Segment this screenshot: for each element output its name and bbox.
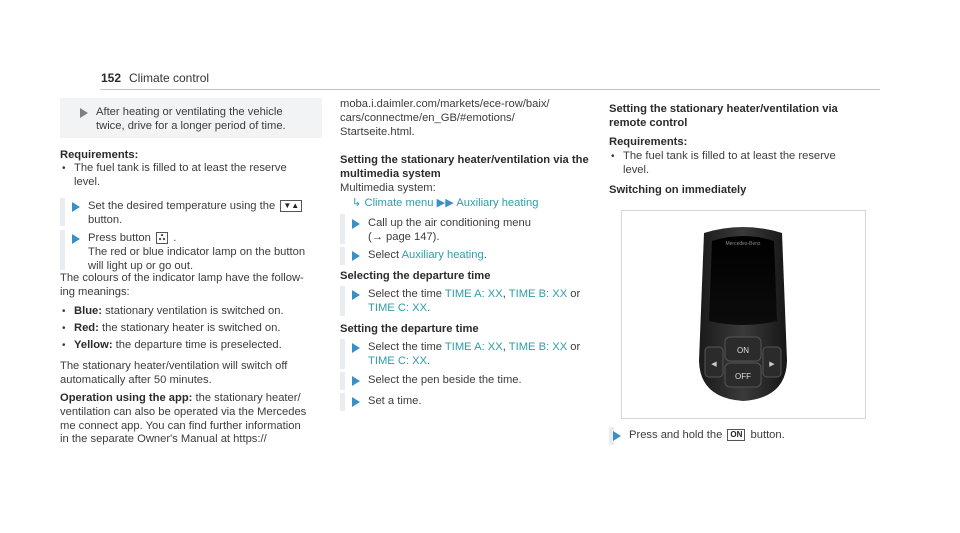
select-time-prefix: Select the time	[368, 288, 442, 300]
blue-text: stationary ventilation is switched on.	[105, 305, 284, 317]
app-line-4: in the separate Owner's Manual at https://	[60, 433, 267, 446]
note-line-2: twice, drive for a longer period of time.	[96, 119, 286, 132]
step-marker	[340, 372, 345, 390]
blue-label: Blue:	[74, 305, 102, 317]
remote-heading	[609, 103, 838, 131]
remote-screen	[709, 236, 777, 325]
remote-requirement	[623, 150, 836, 178]
url-line-1: moba.i.daimler.com/markets/ece-row/baix/	[340, 98, 550, 110]
auto-line-2: automatically after 50 minutes.	[60, 373, 212, 386]
red-label: Red:	[74, 322, 99, 334]
time-b-option[interactable]: TIME B: XX	[508, 288, 568, 300]
app-paragraph	[60, 392, 306, 447]
bullet-icon: •	[62, 323, 66, 334]
multimedia-heading-1: Setting the stationary heater/ventilation via the	[340, 154, 589, 166]
app-line-2: ventilation can also be operated via the Mercedes	[60, 405, 307, 418]
red-text: the stationary heater is switched on.	[101, 322, 281, 334]
note-arrow-icon	[80, 108, 88, 118]
switch-on-heading: Switching on immediately	[609, 184, 747, 196]
remote-req-line-2: level.	[623, 163, 650, 176]
step-arrow-icon	[352, 290, 360, 300]
red-meaning	[74, 322, 280, 336]
step-arrow-icon	[352, 397, 360, 407]
step-arrow-icon	[352, 251, 360, 261]
bullet-icon: •	[611, 151, 615, 162]
requirement-text-1: The fuel tank is filled to at least the reserve	[74, 162, 287, 174]
pen-line: Select the pen beside the time.	[368, 374, 522, 386]
menu-path	[352, 197, 538, 211]
bullet-icon: •	[62, 163, 66, 174]
temperature-button-icon: ▼▲	[280, 200, 302, 212]
step-arrow-icon	[72, 202, 80, 212]
yellow-text: the departure time is preselected.	[115, 339, 282, 351]
remote-heading-1: Setting the stationary heater/ventilation via	[609, 103, 838, 115]
remote-req-line-1: The fuel tank is filled to at least the reserve	[623, 150, 836, 162]
heater-button-icon: ஃ	[156, 232, 168, 244]
yellow-meaning	[74, 339, 282, 353]
menu-auxiliary-heating[interactable]: Auxiliary heating	[456, 197, 539, 209]
time-a-option[interactable]: TIME A: XX	[444, 288, 503, 300]
colours-paragraph	[60, 272, 304, 300]
step2-text-2: The red or blue indicator lamp on the button	[88, 245, 306, 258]
select-suffix: .	[483, 249, 487, 261]
blue-meaning	[74, 305, 284, 319]
departure-heading-1: Selecting the departure time	[340, 270, 491, 282]
departure-heading-2: Setting the departure time	[340, 323, 479, 335]
step-marker	[340, 339, 345, 369]
url-line-2: cars/connectme/en_GB/#emotions/	[340, 111, 515, 124]
multimedia-heading-2: multimedia system	[340, 167, 441, 180]
auto-off-paragraph	[60, 360, 287, 388]
remote-off-label: OFF	[735, 372, 751, 381]
app-line-1: the stationary heater/	[195, 392, 301, 404]
step-arrow-icon	[613, 431, 621, 441]
url-paragraph	[340, 98, 550, 139]
page-section-title: Climate control	[129, 71, 210, 85]
step-marker	[340, 286, 345, 316]
auto-line-1: The stationary heater/ventilation will switch off	[60, 360, 288, 372]
step1-text: Set the desired temperature using the	[88, 200, 276, 212]
remote-right-arrow-icon: ▶	[769, 361, 775, 368]
remote-brand-text: Mercedes-Benz	[725, 241, 761, 247]
step-arrow-icon	[352, 376, 360, 386]
or-text: or	[570, 341, 581, 353]
press-suffix: button.	[750, 429, 785, 441]
step-arrow-icon	[352, 219, 360, 229]
app-label: Operation using the app:	[60, 392, 193, 404]
page-number: 152	[101, 71, 122, 85]
remote-heading-2: remote control	[609, 116, 688, 129]
step-arrow-icon	[352, 343, 360, 353]
note-line-1: After heating or ventilating the vehicle	[96, 106, 283, 118]
set-time-line: Set a time.	[368, 395, 422, 407]
remote-on-label: ON	[737, 346, 749, 355]
menu-chevron-icon: ▶▶	[436, 197, 454, 209]
press-prefix: Press and hold the	[629, 429, 723, 441]
time-a-option[interactable]: TIME A: XX	[444, 341, 503, 353]
menu-climate[interactable]: Climate menu	[364, 197, 434, 209]
step-marker	[60, 230, 65, 270]
bullet-icon: •	[62, 306, 66, 317]
set-time-prefix: Select the time	[368, 341, 442, 353]
time-c-option[interactable]: TIME C: XX	[368, 301, 428, 314]
select-auxiliary-heating[interactable]: Auxiliary heating	[401, 249, 484, 261]
step1-text-2: button.	[88, 213, 123, 226]
time-b-option[interactable]: TIME B: XX	[508, 341, 568, 353]
bullet-icon: •	[62, 340, 66, 351]
app-line-3: me connect app. You can find further information	[60, 419, 301, 432]
requirements-heading: Requirements:	[60, 149, 139, 161]
step-marker	[340, 393, 345, 411]
multimedia-heading	[340, 154, 589, 182]
time-c-option[interactable]: TIME C: XX	[368, 354, 428, 367]
remote-control-image	[621, 210, 866, 419]
remote-requirements-heading: Requirements:	[609, 136, 688, 148]
call-line-1: Call up the air conditioning menu	[368, 217, 531, 229]
step2-text-3: will light up or go out.	[88, 259, 194, 272]
select-prefix: Select	[368, 249, 400, 261]
step-marker	[60, 198, 65, 226]
remote-control-illustration	[622, 211, 865, 418]
step-arrow-icon	[72, 234, 80, 244]
call-line-2: (→ page 147).	[368, 230, 440, 243]
url-line-3: Startseite.html.	[340, 125, 415, 138]
step-marker	[340, 214, 345, 244]
menu-path-arrow-icon: ↳	[352, 197, 362, 209]
header-divider	[100, 89, 880, 90]
remote-left-arrow-icon: ◀	[711, 361, 717, 368]
or-text: or	[570, 288, 581, 300]
colours-line-2: ing meanings:	[60, 285, 130, 298]
step2-text: Press button	[88, 232, 151, 244]
requirement-text-2: level.	[74, 176, 101, 188]
on-button-icon: ON	[727, 429, 745, 441]
multimedia-system-label: Multimedia system:	[340, 182, 436, 194]
colours-line-1: The colours of the indicator lamp have the follow-	[60, 272, 304, 284]
step-marker	[340, 247, 345, 265]
yellow-label: Yellow:	[74, 339, 113, 351]
